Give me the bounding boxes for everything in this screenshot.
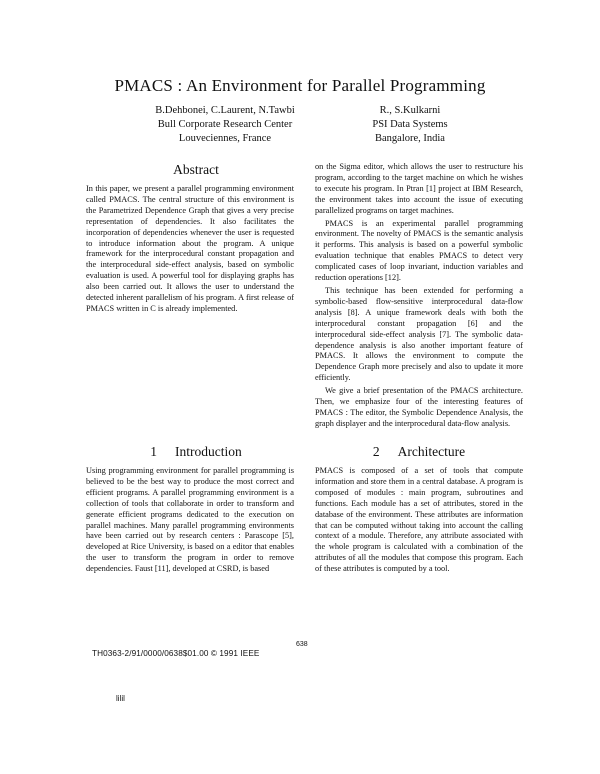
abstract-body (86, 184, 294, 315)
author-affiliation-right: PSI Data Systems (372, 119, 448, 130)
section-1-body (86, 466, 294, 575)
abstract-text: In this paper, we present a parallel programming environment called PMACS. The central structure of this environment is the Parametrized Dependence Graph that gives a very precise representation of dependencies. It also facilitates the incorporation of dependencies whenever the user is requested to introduce information about the program. A unique framework for the interprocedural constant propagation and the interprocedural side-effect analysis, based on symbolic evaluation is used. A powerful tool for displaying graphs has also been carried out. It allows the user to understand the detected inherent parallelism of his program. A first release of PMACS written in C is already implemented. (86, 184, 294, 313)
section-2-number: 2 (372, 444, 380, 459)
pmacs-novelty-paragraph: PMACS is an experimental parallel programming environment. The novelty of PMACS is the semantic analysis it performs. This analysis is based on a powerful symbolic evaluation technique that enables PMACS to detect very complicated cases of loop invariant, induction variables and reduction operations [12]. (315, 218, 523, 283)
copyright-line: TH0363-2/91/0000/0638$01.00 © 1991 IEEE (92, 649, 260, 658)
introduction-text: Using programming environment for parallel programming is believed to be the best way to produce the most correct and efficient programs. A parallel programming environment is a collection of tools that collaborate in order to transform and generate efficient programs dedicated to the execution on parallel machines. Many parallel programming environments have been carried out by research centers : Parascope [5], developed at Rice University, is based on a editor that enables the user to transform the program in order to remove dependencies. Faust [11], developed at CSRD, is based (86, 466, 294, 574)
author-names-right: R., S.Kulkarni (379, 105, 441, 116)
section-1-title: Introduction (175, 444, 242, 459)
section-2-heading (315, 444, 523, 460)
architecture-overview-paragraph: We give a brief presentation of the PMACS architecture. Then, we emphasize four of the interesting features of PMACS : The editor, the Symbolic Dependence Analysis, the graph displayer and the interprocedural data-flow analysis. (315, 386, 523, 428)
section-1-number: 1 (150, 444, 157, 459)
symbolic-technique-paragraph: This technique has been extended for performing a symbolic-based flow-sensitive interprocedural data-flow analysis [8]. A unique framework deals with both the interprocedural constant propagation [6] and the interprocedural side-effect analysis [7]. The symbolic data-dependence analysis is also another important feature of PMACS. It allows the environment to compute the Dependence Graph more precisely and also to update it more efficiently. (315, 285, 523, 383)
corner-mark: lilil (116, 694, 125, 703)
section-2-title: Architecture (397, 444, 466, 459)
authors-right (335, 104, 485, 146)
section-2-body (315, 466, 523, 575)
section-1-heading (86, 444, 306, 460)
author-names-left: B.Dehbonei, C.Laurent, N.Tawbi (155, 105, 295, 116)
right-column-intro (315, 162, 523, 430)
authors-left (130, 104, 320, 146)
author-affiliation-left: Bull Corporate Research Center (157, 119, 293, 130)
author-location-left: Louveciennes, France (178, 133, 272, 144)
architecture-text: PMACS is composed of a set of tools that compute information and store them in a central database. A program is composed of modules : main program, subroutines and functions. Each module has a set of attributes, stored in the database of the environment. These attributes are information that can be computed without taking into account the calling context of a module. Therefore, any attribute associated with the whole program is calculated with a combination of the attributes of all the modules that compose this program. Each of these attributes is computed by a tool. (315, 466, 523, 574)
author-location-right: Bangalore, India (375, 133, 445, 144)
paper-title: PMACS : An Environment for Parallel Programming (114, 76, 486, 95)
page-number: 638 (296, 641, 308, 648)
abstract-heading: Abstract (173, 162, 219, 177)
intro-continued-paragraph: on the Sigma editor, which allows the user to restructure his program, according to the target machine on which he wishes to execute his program. In Ptran [1] project at IBM Research, the environment takes into account the issue of executing parallelized programs on target machines. (315, 162, 523, 215)
